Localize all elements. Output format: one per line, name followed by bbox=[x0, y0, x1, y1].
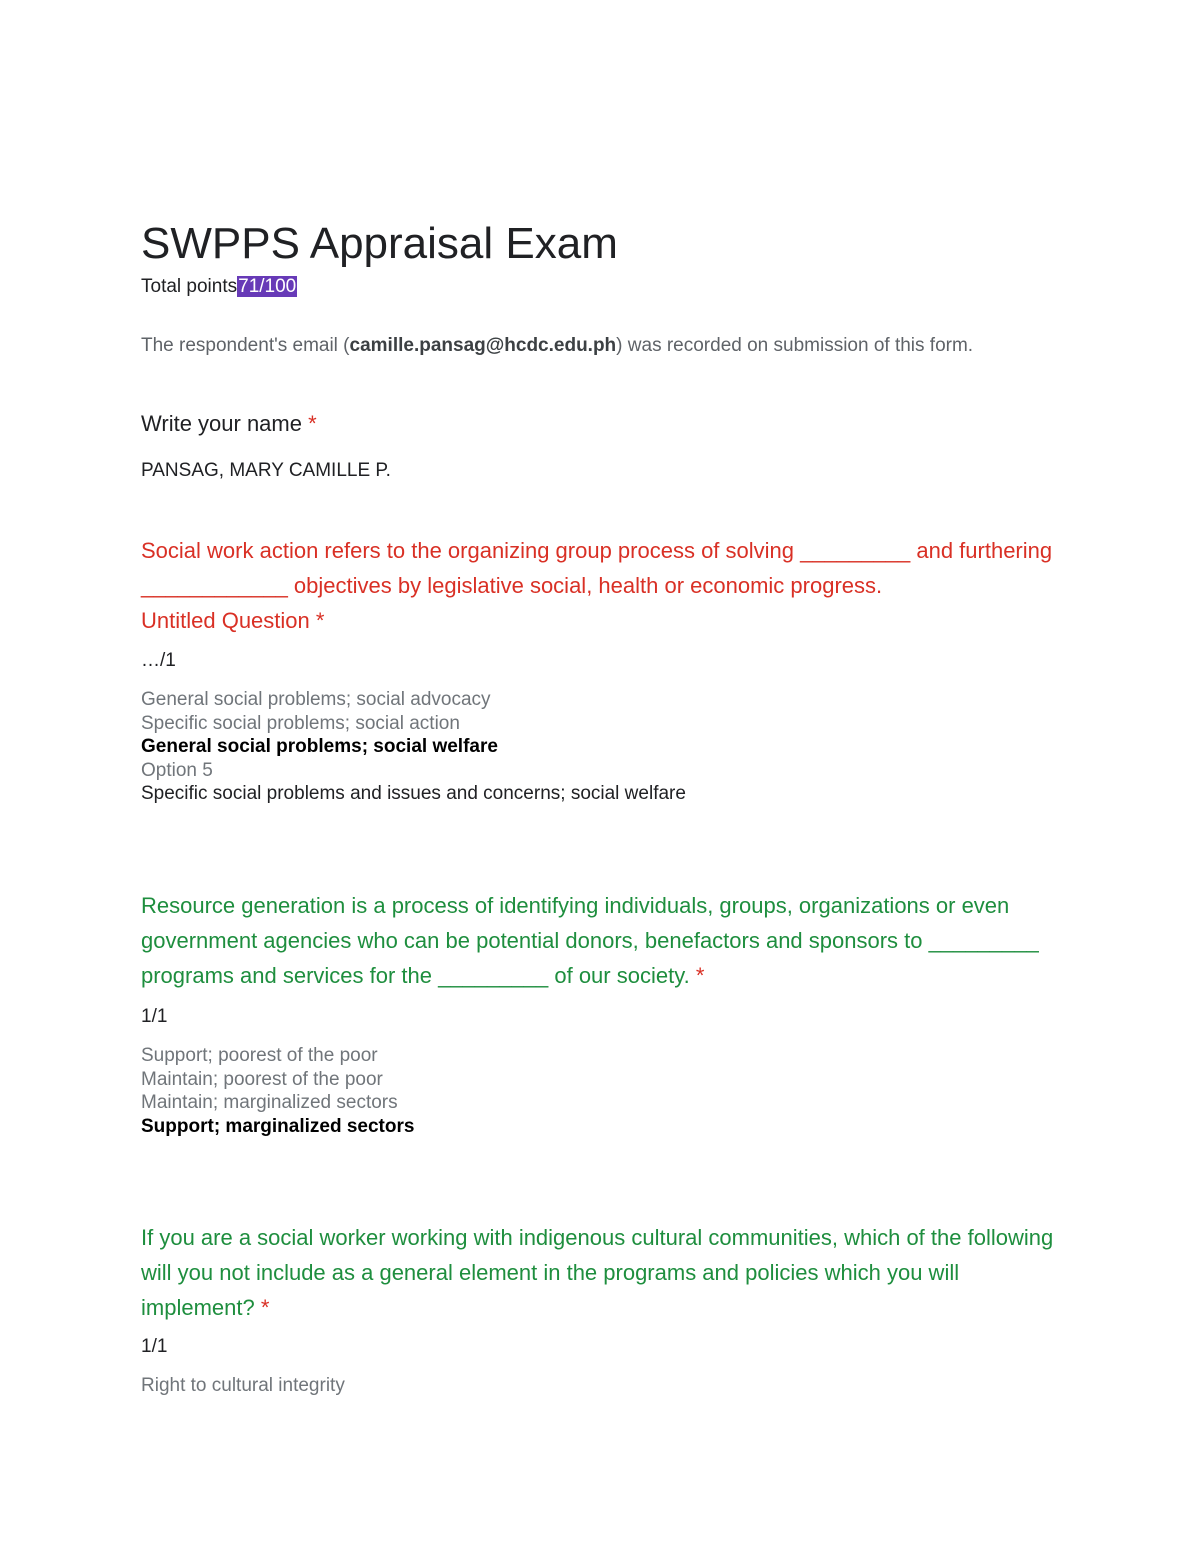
option-item-selected: Specific social problems and issues and concerns; social welfare bbox=[141, 783, 686, 804]
required-asterisk: * bbox=[308, 411, 317, 436]
question-1-score: …/1 bbox=[141, 650, 176, 671]
option-item: Support; poorest of the poor bbox=[141, 1045, 378, 1066]
email-note-suffix: ) was recorded on submission of this form. bbox=[616, 335, 974, 356]
name-question-text: Write your name bbox=[141, 411, 302, 436]
question-1-text bbox=[141, 533, 1071, 638]
question-3-score: 1/1 bbox=[141, 1336, 168, 1357]
question-2-score: 1/1 bbox=[141, 1006, 168, 1027]
required-asterisk: * bbox=[260, 1295, 270, 1320]
name-question-label bbox=[141, 410, 317, 438]
question-2-prompt: Resource generation is a process of identifying individuals, groups, organizations or even government agencies who can be potential donors, benefactors and sponsors to _________ programs and services for the _________ of our society. bbox=[141, 893, 1039, 988]
option-item-correct: General social problems; social welfare bbox=[141, 736, 498, 757]
email-note-prefix: The respondent's email ( bbox=[141, 335, 350, 356]
required-asterisk: * bbox=[315, 608, 325, 633]
question-3-prompt: If you are a social worker working with indigenous cultural communities, which of the following will you not include as a general element in the programs and policies which you will implement? bbox=[141, 1225, 1054, 1320]
question-1-options bbox=[141, 688, 686, 806]
option-item: Option 5 bbox=[141, 759, 213, 781]
total-score-badge: 71/100 bbox=[238, 276, 297, 297]
option-item: Maintain; poorest of the poor bbox=[141, 1068, 383, 1090]
option-item: General social problems; social advocacy bbox=[141, 689, 491, 710]
name-answer: PANSAG, MARY CAMILLE P. bbox=[141, 460, 391, 481]
required-asterisk: * bbox=[695, 963, 705, 988]
question-2-text bbox=[141, 888, 1071, 993]
question-3-options bbox=[141, 1374, 345, 1398]
email-note bbox=[141, 331, 1041, 361]
question-1-prompt: Social work action refers to the organizing group process of solving _________ and furthering ____________ objectives by legislative social, health or economic progress. bbox=[141, 538, 1053, 598]
question-3-text bbox=[141, 1220, 1071, 1325]
option-item: Maintain; marginalized sectors bbox=[141, 1092, 398, 1113]
question-2-options bbox=[141, 1044, 414, 1138]
option-item: Right to cultural integrity bbox=[141, 1375, 345, 1396]
option-item-correct: Support; marginalized sectors bbox=[141, 1115, 415, 1137]
total-points-label: Total points bbox=[141, 276, 238, 297]
question-1-subtitle-line bbox=[141, 603, 1071, 638]
question-1-subtitle: Untitled Question bbox=[141, 608, 310, 633]
option-item: Specific social problems; social action bbox=[141, 712, 460, 734]
form-title: SWPPS Appraisal Exam bbox=[141, 219, 618, 268]
respondent-email: camille.pansag@hcdc.edu.ph bbox=[349, 335, 617, 356]
total-points bbox=[141, 275, 297, 299]
